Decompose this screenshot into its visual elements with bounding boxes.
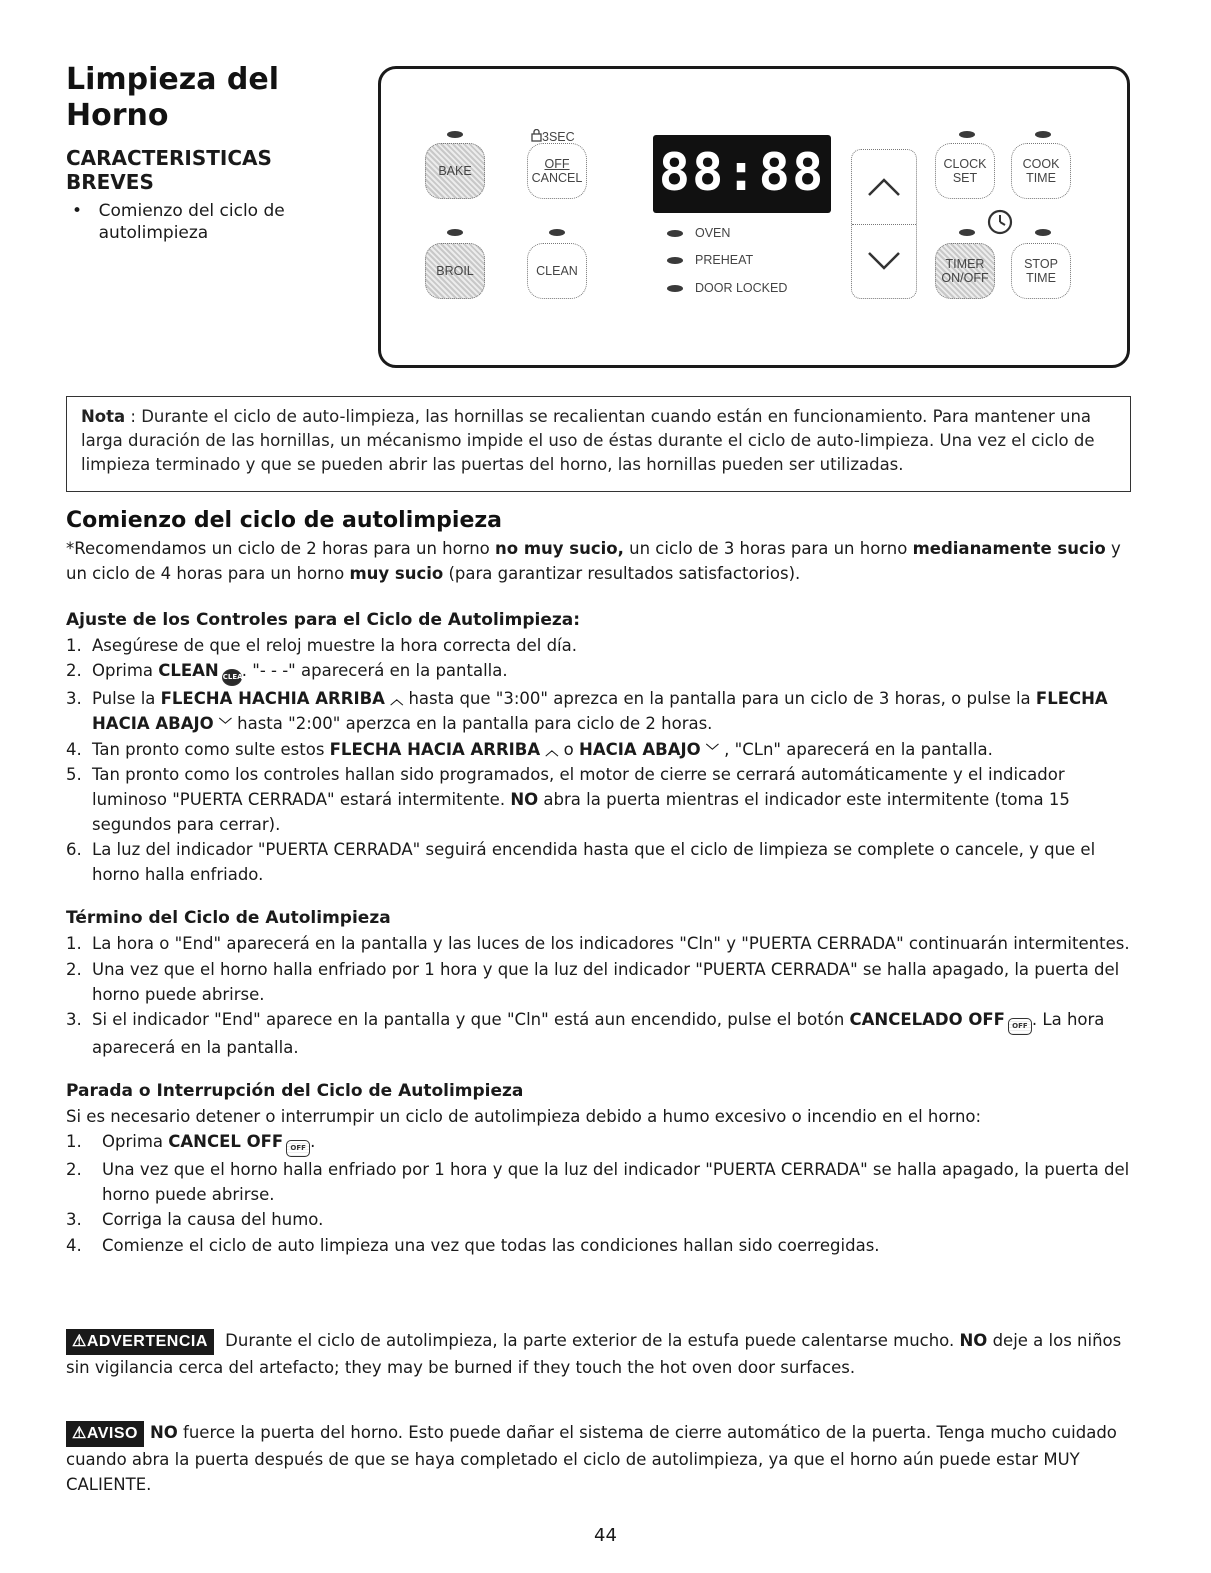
list-item: 4. Comienze el ciclo de auto limpieza una vez que todas las condiciones hallan sido coerregidas. (66, 1235, 880, 1255)
section-title: Comienzo del ciclo de autolimpieza (66, 508, 503, 533)
stop-steps (66, 1129, 1131, 1257)
off-cancel-key: OFF CANCEL (527, 143, 587, 199)
warning-block: ⚠ADVERTENCIA Durante el ciclo de autolimpieza, la parte exterior de la estufa puede calentarse mucho. NO deje a los niños sin vigilancia cerca del artefacto; they may be burned if they touch the hot oven door surfaces. (66, 1331, 1122, 1377)
note-box: Nota : Durante el ciclo de auto-limpieza, las hornillas se recalientan cuando están en funcionamiento. Para mantener una larga duración de las hornillas, un mécanismo impide el uso de éstas durante el ciclo de auto-limpieza. Una vez el ciclo de limpieza terminado y que se pueden abrir las puertas del horno, las hornillas pueden ser utilizadas. (66, 396, 1131, 492)
broil-key: BROIL (425, 243, 485, 299)
list-item: 3. Si el indicador "End" aparece en la pantalla y que "Cln" está aun encendido, pulse el botón CANCELADO OFF OFF . La hora aparecerá en la pantalla. (66, 1009, 1105, 1057)
down-arrow-icon: ﹀ (218, 718, 232, 734)
off-button-icon: OFF (1008, 1018, 1032, 1035)
stop-intro: Si es necesario detener o interrumpir un ciclo de autolimpieza debido a humo excesivo o incendio en el horno: (66, 1107, 982, 1127)
clean-key: CLEAN (527, 243, 587, 299)
list-item: 2. Una vez que el horno halla enfriado por 1 hora y que la luz del indicador "PUERTA CERRADA" se halla apagado, la puerta del horno puede abrirse. (66, 1160, 1130, 1205)
arrow-keys (851, 149, 917, 299)
features-label: CARACTERISTICAS BREVES (66, 146, 272, 194)
setup-heading: Ajuste de los Controles para el Ciclo de Autolimpieza: (66, 609, 581, 630)
down-arrow-key (852, 224, 916, 298)
broil-led (447, 229, 463, 236)
left-heading (66, 62, 366, 244)
feature-bullet: • Comienzo del ciclo de autolimpieza (66, 200, 366, 244)
cook-time-key: COOK TIME (1011, 143, 1071, 199)
stop-time-key: STOP TIME (1011, 243, 1071, 299)
list-item: 3. Pulse la FLECHA HACHIA ARRIBA ︿ hasta que "3:00" aprezca en la pantalla para un ciclo de 3 horas, o pulse la FLECHA HACIA ABAJO ﹀ hasta "2:00" aperzca en la pantalla para ciclo de 2 horas. (66, 689, 1108, 734)
section-intro: *Recomendamos un ciclo de 2 horas para un horno no muy sucio, un ciclo de 3 horas para un horno medianamente sucio y un ciclo de 4 horas para un horno muy sucio (para garantizar resultados satisfactorios). (66, 539, 1121, 584)
bullet-dot: • (72, 201, 83, 221)
led-display: 88:88 (653, 135, 831, 213)
list-item: 4. Tan pronto como sulte estos FLECHA HACIA ARRIBA ︿ o HACIA ABAJO ﹀ , "CLn" aparecerá en la pantalla. (66, 739, 993, 759)
stop-heading: Parada o Interrupción del Ciclo de Autolimpieza (66, 1080, 524, 1101)
preheat-indicator: PREHEAT (667, 252, 753, 269)
list-item: 2. Oprima CLEAN CLEAN. "- - -" aparecerá en la pantalla. (66, 658, 1131, 686)
off-button-icon: OFF (286, 1140, 310, 1157)
list-item: 3. Corriga la causa del humo. (66, 1210, 324, 1230)
door-locked-indicator: DOOR LOCKED (667, 280, 787, 297)
clock-led (959, 131, 975, 138)
caution-badge: ⚠AVISO (66, 1421, 144, 1447)
main-content (66, 506, 1131, 1258)
timer-led (959, 229, 975, 236)
lock-3sec-label: 3SEC (531, 129, 575, 146)
control-panel-illustration (378, 66, 1130, 368)
clean-led (549, 229, 565, 236)
end-steps (66, 931, 1131, 1059)
list-item: 6. La luz del indicador "PUERTA CERRADA" seguirá encendida hasta que el ciclo de limpieza se complete o cancele, y que el horno halla enfriado. (66, 839, 1096, 884)
clock-icon (987, 209, 1013, 235)
oven-indicator: OVEN (667, 225, 730, 242)
caution-block: ⚠AVISO NO fuerce la puerta del horno. Esto puede dañar el sistema de cierre automático de la puerta. Tenga mucho cuidado cuando abra la puerta después de que se haya completado el ciclo de autolimpieza, ya que el horno aún puede estar MUY CALIENTE. (66, 1423, 1117, 1495)
list-item: 2. Una vez que el horno halla enfriado por 1 hora y que la luz del indicador "PUERTA CERRADA" se halla apagado, la puerta del horno puede abrirse. (66, 959, 1120, 1004)
page-title: Limpieza del Horno (66, 62, 280, 133)
end-heading: Término del Ciclo de Autolimpieza (66, 908, 391, 929)
chevron-down-icon (867, 251, 901, 271)
setup-steps (66, 633, 1131, 887)
up-arrow-key (852, 150, 916, 224)
up-arrow-icon: ︿ (390, 693, 404, 709)
lock-icon (531, 129, 542, 142)
bake-led (447, 131, 463, 138)
warning-triangle-icon: ⚠ (72, 1425, 87, 1442)
list-item: 1. Asegúrese de que el reloj muestre la hora correcta del día. (66, 636, 577, 656)
timer-on-off-key: TIMER ON/OFF (935, 243, 995, 299)
warning-badge: ⚠ADVERTENCIA (66, 1329, 214, 1355)
up-arrow-icon: ︿ (545, 743, 559, 759)
down-arrow-icon: ﹀ (705, 743, 719, 759)
page-number: 44 (594, 1525, 617, 1546)
list-item: 1. Oprima CANCEL OFF OFF . (66, 1129, 1131, 1157)
warning-triangle-icon: ⚠ (72, 1333, 87, 1350)
stop-time-led (1035, 229, 1051, 236)
clean-button-icon: CLEAN (222, 669, 242, 686)
clock-set-key: CLOCK SET (935, 143, 995, 199)
cook-time-led (1035, 131, 1051, 138)
list-item: 1. La hora o "End" aparecerá en la pantalla y las luces de los indicadores "Cln" y "PUERTA CERRADA" continuarán intermitentes. (66, 934, 1130, 954)
chevron-up-icon (867, 177, 901, 197)
list-item: 5. Tan pronto como los controles hallan sido programados, el motor de cierre se cerrará automáticamente y el indicador luminoso "PUERTA CERRADA" estará intermitente. NO abra la puerta mientras el indicador este intermitente (toma 15 segundos para cerrar). (66, 764, 1070, 834)
bake-key: BAKE (425, 143, 485, 199)
